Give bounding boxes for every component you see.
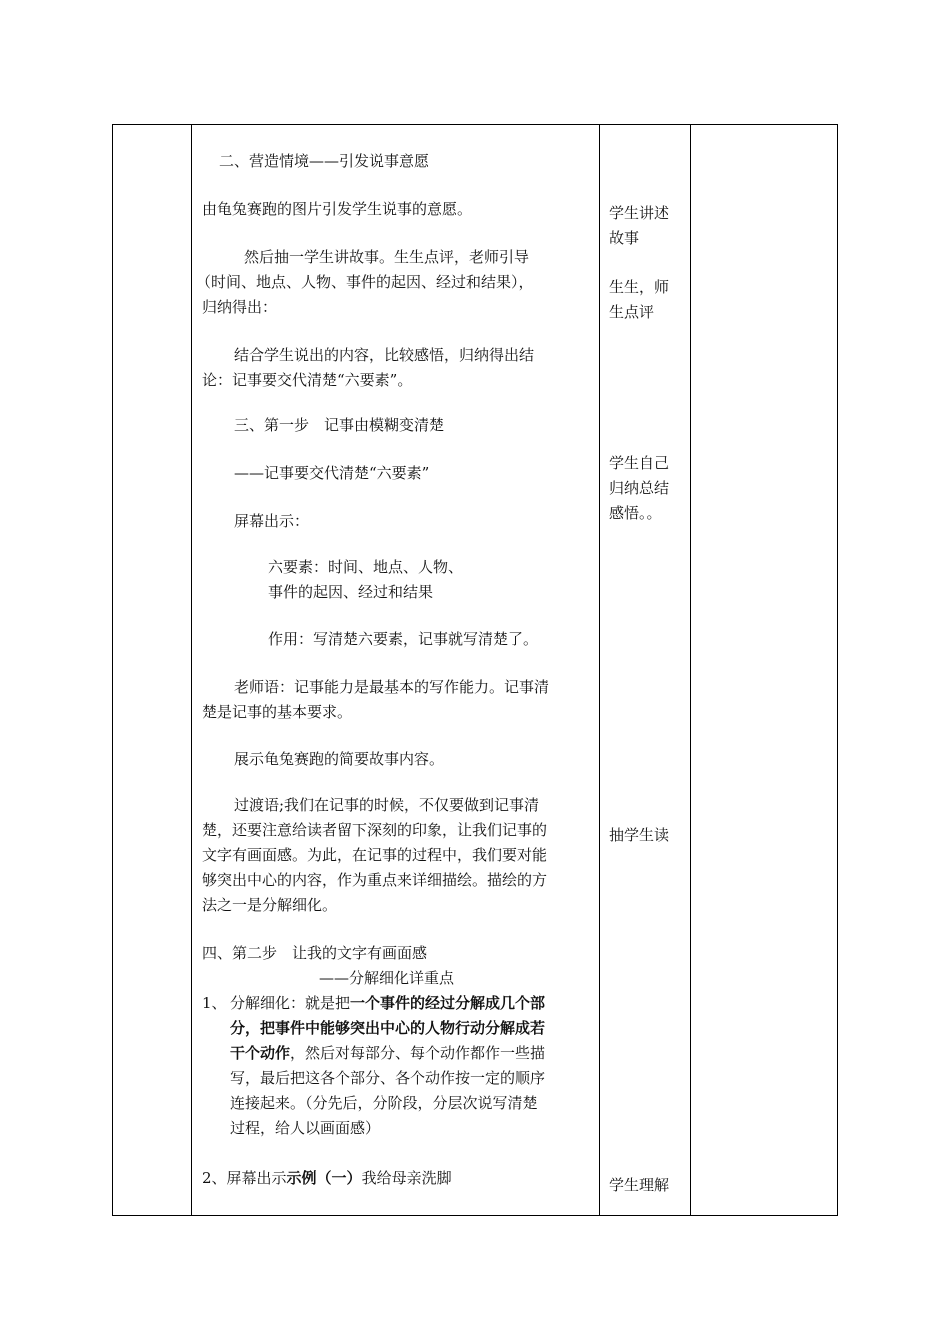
- student-activity-line: 学生自己: [609, 454, 670, 472]
- text-run: 我给母亲洗脚: [361, 1169, 452, 1187]
- lesson-table: [112, 124, 838, 1216]
- section-4-subheading: ——分解细化详重点: [319, 969, 455, 987]
- paragraph-line: 结合学生说出的内容，比较感悟，归纳得出结: [234, 346, 535, 364]
- text-run: 分解细化：就是把: [230, 994, 351, 1012]
- bold-text-run: 干个动作: [230, 1044, 291, 1062]
- list-item-line: 过程，给人以画面感）: [230, 1119, 381, 1137]
- paragraph: 由龟兔赛跑的图片引发学生说事的意愿。: [202, 200, 473, 218]
- six-elements-line: 六要素：时间、地点、人物、: [268, 558, 464, 576]
- text-run: ，然后对每部分、每个动作都作一些描: [290, 1044, 546, 1062]
- list-item-line: [202, 1166, 452, 1190]
- student-activity-cell: [600, 125, 690, 1215]
- text-run: 2、屏幕出示: [202, 1169, 287, 1187]
- student-activity-line: 故事: [609, 229, 640, 247]
- student-activity-line: 抽学生读: [609, 826, 670, 844]
- teaching-content-cell: [192, 125, 599, 1215]
- list-number: 1、: [202, 994, 227, 1012]
- student-activity-line: 生生，师: [609, 278, 670, 296]
- list-item-line: [230, 1041, 545, 1065]
- paragraph-line: 然后抽一学生讲故事。生生点评，老师引导: [244, 248, 530, 266]
- paragraph-line: 过渡语;我们在记事的时候，不仅要做到记事清: [234, 796, 540, 814]
- section-4-heading: 四、第二步 让我的文字有画面感: [202, 944, 428, 962]
- paragraph-line: 论：记事要交代清楚“六要素”。: [202, 371, 413, 389]
- bold-text-run: 一个事件的经过分解成几个部: [350, 994, 546, 1012]
- paragraph-line: 够突出中心的内容，作为重点来详细描绘。描绘的方: [202, 871, 548, 889]
- list-item-line: 分，把事件中能够突出中心的人物行动分解成若: [230, 1019, 546, 1037]
- student-activity-line: 学生讲述: [609, 204, 670, 222]
- student-activity-line: 学生理解: [609, 1176, 670, 1194]
- student-activity-line: 生点评: [609, 303, 655, 321]
- student-activity-line: 归纳总结: [609, 479, 670, 497]
- section-3-subheading: ——记事要交代清楚“六要素”: [234, 464, 430, 482]
- blank-cell-left: [113, 125, 191, 1215]
- bold-text-run: 示例（一）: [286, 1169, 362, 1187]
- paragraph-line: 楚，还要注意给读者留下深刻的印象，让我们记事的: [202, 821, 548, 839]
- section-3-heading: 三、第一步 记事由模糊变清楚: [234, 416, 445, 434]
- paragraph-line: 楚是记事的基本要求。: [202, 703, 353, 721]
- paragraph-line: （时间、地点、人物、事件的起因、经过和结果），: [196, 273, 534, 291]
- list-item-line: [230, 991, 545, 1015]
- six-elements-line: 事件的起因、经过和结果: [268, 583, 434, 601]
- paragraph-line: 文字有画面感。为此，在记事的过程中，我们要对能: [202, 846, 548, 864]
- section-2-heading: 二、营造情境——引发说事意愿: [219, 152, 430, 170]
- list-item-line: 写，最后把这各个部分、各个动作按一定的顺序: [230, 1069, 546, 1087]
- paragraph: 屏幕出示：: [234, 512, 310, 530]
- paragraph-line: 归纳得出：: [202, 298, 278, 316]
- paragraph-line: 老师语：记事能力是最基本的写作能力。记事清: [234, 678, 550, 696]
- paragraph: 展示龟兔赛跑的简要故事内容。: [234, 750, 445, 768]
- blank-cell-right: [691, 125, 837, 1215]
- paragraph-line: 法之一是分解细化。: [202, 896, 338, 914]
- student-activity-line: 感悟。。: [609, 504, 662, 522]
- list-item-line: 连接起来。（分先后，分阶段，分层次说写清楚: [230, 1094, 538, 1112]
- paragraph: 作用：写清楚六要素，记事就写清楚了。: [268, 630, 539, 648]
